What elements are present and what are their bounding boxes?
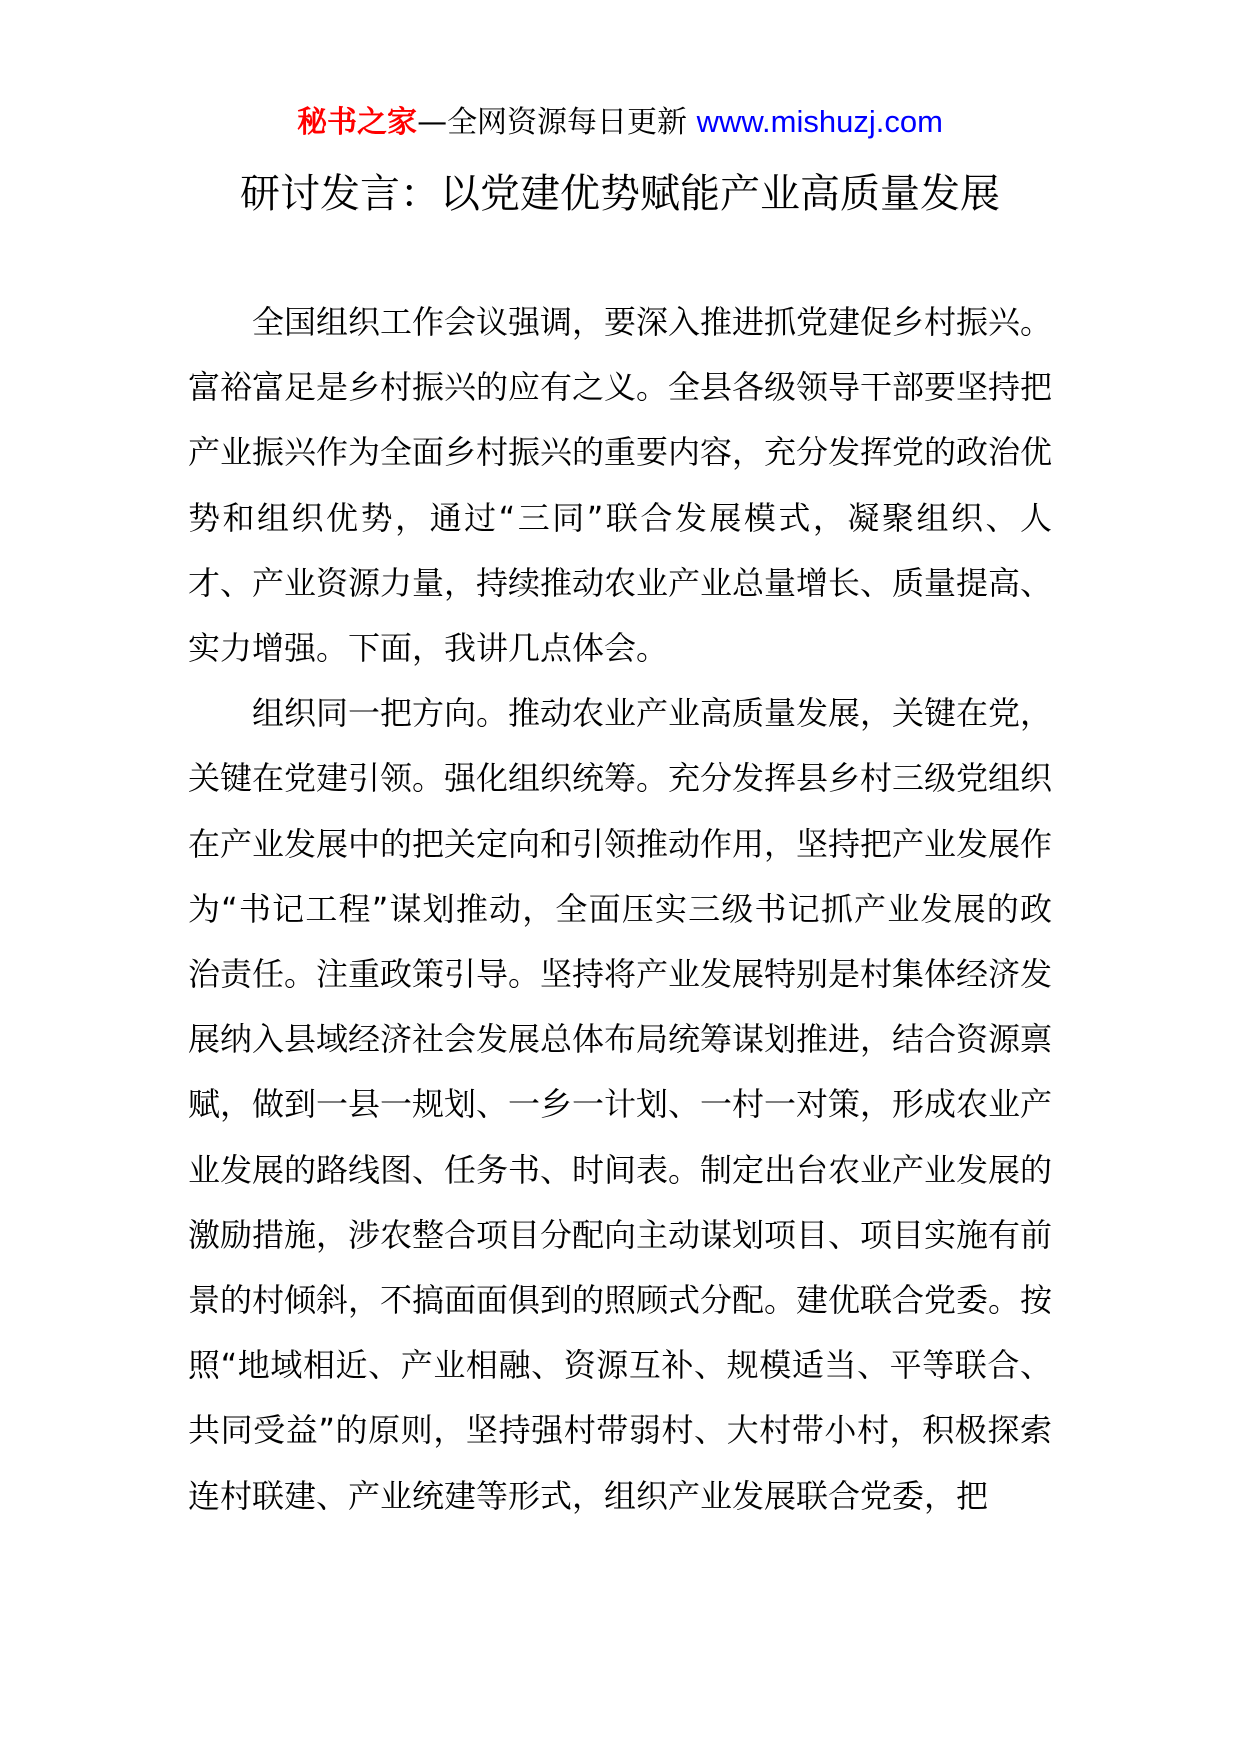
header-tagline: —全网资源每日更新 (417, 105, 688, 140)
brand-name: 秘书之家 (297, 105, 418, 140)
document-title: 研讨发言：以党建优势赋能产业高质量发展 (240, 171, 1000, 217)
paragraph-intro: 全国组织工作会议强调，要深入推进抓党建促乡村振兴。富裕富足是乡村振兴的应有之义。全县各级领导干部要坚持把产业振兴作为全面乡村振兴的重要内容，充分发挥党的政治优势和组织优势，通过“三同”联合发展模式，凝聚组织、人才、产业资源力量，持续推动农业产业总量增长、质量提高、实力增强。下面，我讲几点体会。 (188, 303, 1053, 668)
document-body (188, 290, 1052, 1529)
site-header (0, 100, 1240, 145)
site-url-link[interactable]: www.mishuzj.com (696, 104, 943, 139)
paragraph-organization: 组织同一把方向。推动农业产业高质量发展，关键在党，关键在党建引领。强化组织统筹。充分发挥县乡村三级党组织在产业发展中的把关定向和引领推动作用，坚持把产业发展作为“书记工程”谋划推动，全面压实三级书记抓产业发展的政治责任。注重政策引导。坚持将产业发展特别是村集体经济发展纳入县域经济社会发展总体布局统筹谋划推进，结合资源禀赋，做到一县一规划、一乡一计划、一村一对策，形成农业产业发展的路线图、任务书、时间表。制定出台农业产业发展的激励措施，涉农整合项目分配向主动谋划项目、项目实施有前景的村倾斜，不搞面面俱到的照顾式分配。建优联合党委。按照“地域相近、产业相融、资源互补、规模适当、平等联合、共同受益”的原则，坚持强村带弱村、大村带小村，积极探索连村联建、产业统建等形式，组织产业发展联合党委，把 (188, 694, 1053, 1515)
